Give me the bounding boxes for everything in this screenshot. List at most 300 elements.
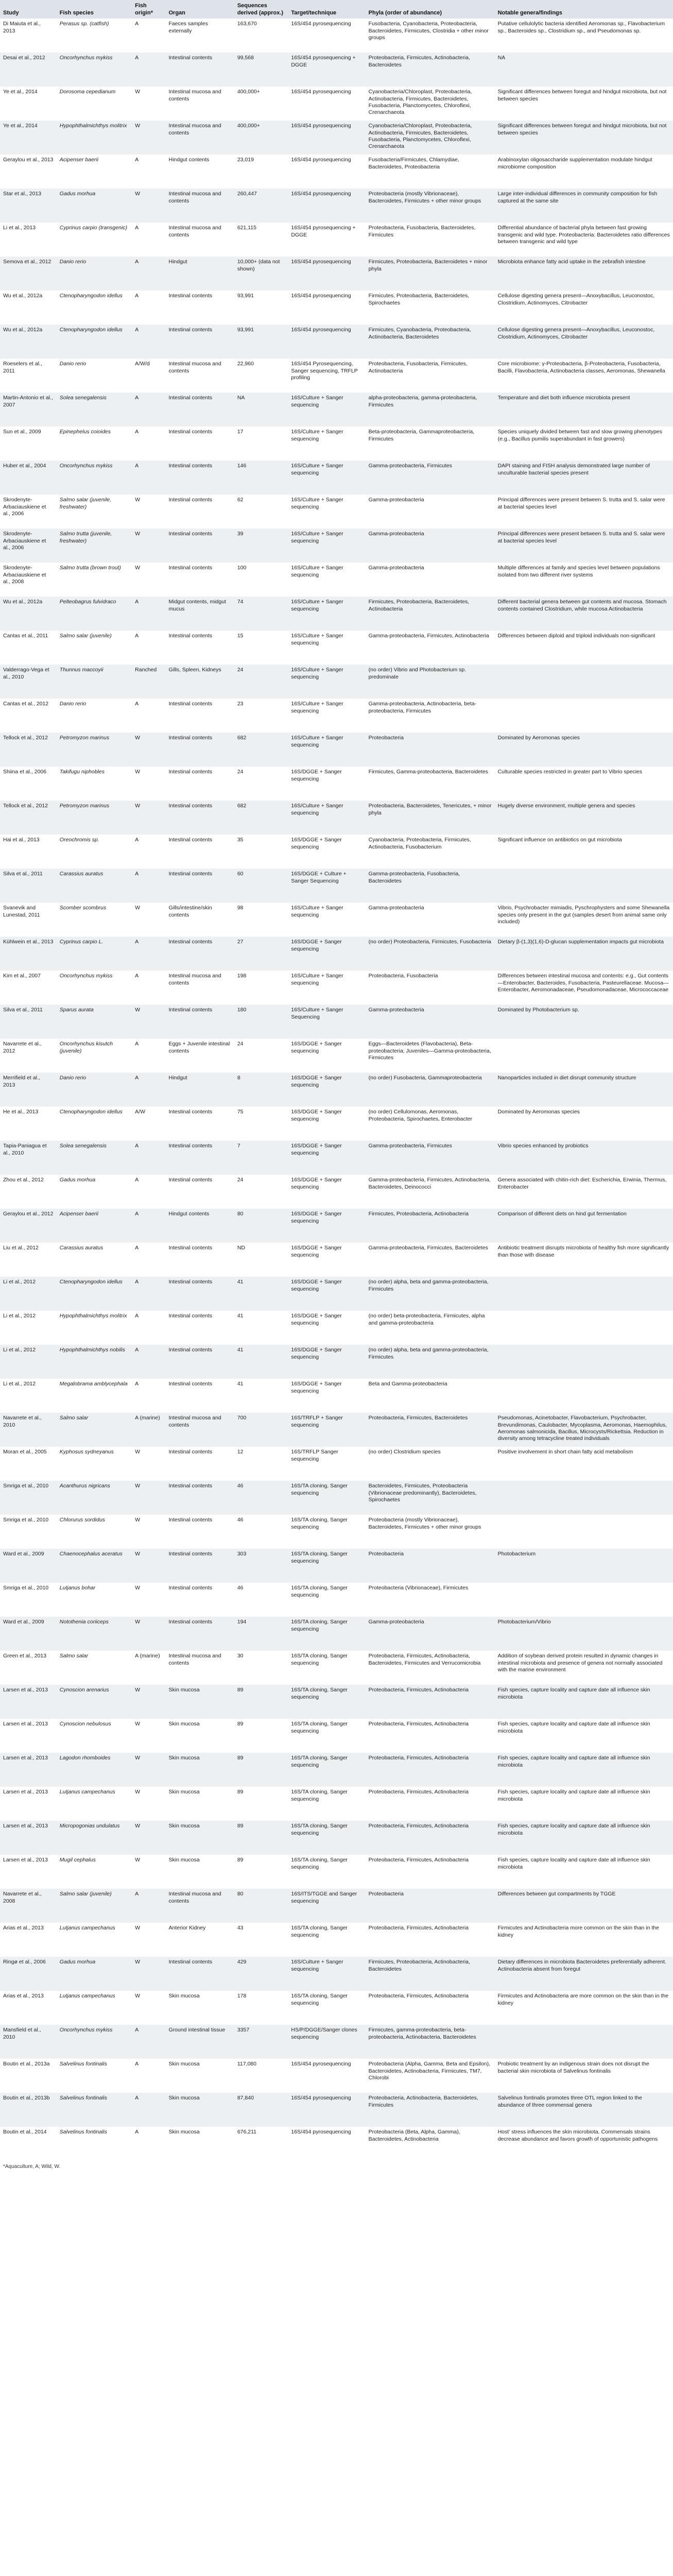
table-row: [0, 121, 673, 155]
technique-cell: 16S/TA cloning, Sanger sequencing: [288, 1787, 365, 1821]
organ-cell: Midgut contents, midgut mucus: [166, 597, 234, 631]
sequences-cell: 41: [234, 1277, 288, 1311]
table-row: [0, 1889, 673, 1923]
findings-cell: Fish species, capture locality and capture date all influence skin microbiota: [495, 1685, 673, 1719]
findings-cell: [495, 1345, 673, 1379]
phyla-cell: Proteobacteria, Firmicutes, Actinobacteria, Bacteroidetes: [366, 53, 495, 87]
origin-cell: W: [132, 1957, 165, 1991]
sequences-cell: 87,840: [234, 2093, 288, 2127]
organ-cell: Intestinal contents: [166, 495, 234, 529]
phyla-cell: (no order) Fusobacteria, Gammaproteobacteria: [366, 1073, 495, 1107]
technique-cell: 16S/DGGE + Sanger sequencing: [288, 835, 365, 869]
study-cell: Arias et al., 2013: [0, 1923, 57, 1957]
technique-cell: 16S/Culture + Sanger sequencing: [288, 665, 365, 699]
species-cell: Cynoscion nebulosus: [57, 1719, 132, 1753]
sequences-cell: 98: [234, 903, 288, 937]
sequences-cell: 12: [234, 1447, 288, 1481]
findings-cell: Differences between diploid and triploid individuals non-significant: [495, 631, 673, 665]
table-row: [0, 359, 673, 393]
technique-cell: 16S/DGGE + Sanger sequencing: [288, 1107, 365, 1141]
findings-cell: Addition of soybean derived protein resulted in dynamic changes in intestinal microbiota and presence of genera not normally associated with the marine environment: [495, 1651, 673, 1685]
study-cell: Silva et al., 2011: [0, 869, 57, 903]
technique-cell: 16S/TA cloning, Sanger sequencing: [288, 1617, 365, 1651]
phyla-cell: Gamma-proteobacteria: [366, 495, 495, 529]
organ-cell: Hindgut: [166, 1073, 234, 1107]
sequences-cell: 8: [234, 1073, 288, 1107]
table-row: [0, 1719, 673, 1753]
sequences-cell: 89: [234, 1821, 288, 1855]
study-cell: Mansfield et al., 2010: [0, 2025, 57, 2059]
species-cell: Thunnus maccoyii: [57, 665, 132, 699]
table-row: [0, 971, 673, 1005]
organ-cell: Intestinal contents: [166, 1141, 234, 1175]
phyla-cell: Proteobacteria, Firmicutes, Actinobacteria: [366, 1753, 495, 1787]
phyla-cell: Proteobacteria, Firmicutes, Actinobacteria, Bacteroidetes, Firmicutes and Verrucomicrobia: [366, 1651, 495, 1685]
findings-cell: [495, 1379, 673, 1413]
technique-cell: 16S/DGGE + Sanger sequencing: [288, 1039, 365, 1073]
origin-cell: W: [132, 1821, 165, 1855]
findings-cell: Nanoparticles included in diet disrupt community structure: [495, 1073, 673, 1107]
organ-cell: Intestinal mucosa and contents: [166, 359, 234, 393]
phyla-cell: Gamma-proteobacteria: [366, 563, 495, 597]
study-cell: Kühlwein et al., 2013: [0, 937, 57, 971]
table-row: [0, 767, 673, 801]
origin-cell: W: [132, 563, 165, 597]
findings-cell: Vibrio, Psychrobacter mimiadis, Pyschrophysters and some Shewanella species only present in the gut (samples desert from animal same only included): [495, 903, 673, 937]
organ-cell: Eggs + Juvenile intestinal contents: [166, 1039, 234, 1073]
study-cell: Boutin et al., 2013a: [0, 2059, 57, 2093]
technique-cell: 16S/Culture + Sanger sequencing: [288, 733, 365, 767]
origin-cell: A: [132, 1379, 165, 1413]
table-row: [0, 1617, 673, 1651]
species-cell: Hypophthalmichthys molitrix: [57, 1311, 132, 1345]
study-cell: Green et al., 2013: [0, 1651, 57, 1685]
origin-cell: A (marine): [132, 1413, 165, 1447]
phyla-cell: Gamma-proteobacteria: [366, 529, 495, 563]
findings-cell: Pseudomonas, Acinetobacter, Flavobacterium, Psychrobacter, Brevundimonas, Caulobacter, Mycoplasma, Aeromonas, Haemophilus, Aeromonas salmonicida, Bacillus, Microcysts/Rickettsia. Reduction in diversity among tetracycline treated individuals: [495, 1413, 673, 1447]
study-cell: Valderrago-Vega et al., 2010: [0, 665, 57, 699]
sequences-cell: 194: [234, 1617, 288, 1651]
species-cell: Lutjanus bohar: [57, 1583, 132, 1617]
study-cell: Arias et al., 2013: [0, 1991, 57, 2025]
findings-cell: Cellulose digesting genera present—Anoxybacillus, Leuconostoc, Clostridium, Actinomyces, Citrobacter: [495, 291, 673, 325]
organ-cell: Gills/intestine/skin contents: [166, 903, 234, 937]
technique-cell: 16S/TA cloning, Sanger sequencing: [288, 1821, 365, 1855]
phyla-cell: Firmicutes, Cyanobacteria, Proteobacteria, Actinobacteria, Bacteroidetes: [366, 325, 495, 359]
study-cell: Hai et al., 2013: [0, 835, 57, 869]
organ-cell: Skin mucosa: [166, 1855, 234, 1889]
sequences-cell: 146: [234, 461, 288, 495]
study-cell: Svanevik and Lunestad, 2011: [0, 903, 57, 937]
table-row: [0, 257, 673, 291]
species-cell: Oncorhynchus mykiss: [57, 2025, 132, 2059]
table-row: [0, 495, 673, 529]
table-row: [0, 1141, 673, 1175]
technique-cell: 16S/TA cloning, Sanger sequencing: [288, 1651, 365, 1685]
organ-cell: Intestinal contents: [166, 733, 234, 767]
organ-cell: Intestinal contents: [166, 1107, 234, 1141]
species-cell: Cyprinus carpio (transgenic): [57, 223, 132, 257]
origin-cell: A: [132, 1209, 165, 1243]
table-row: [0, 53, 673, 87]
species-cell: Gadus morhua: [57, 1957, 132, 1991]
origin-cell: W: [132, 1923, 165, 1957]
findings-cell: Photobacterium: [495, 1549, 673, 1583]
findings-cell: Genera associated with chitin-rich diet: Escherichia, Erwinia, Thermus, Enterobacter: [495, 1175, 673, 1209]
origin-cell: W: [132, 1753, 165, 1787]
technique-cell: 16S/454 pyrosequencing: [288, 155, 365, 189]
origin-cell: W: [132, 1583, 165, 1617]
species-cell: Oncorhynchus mykiss: [57, 53, 132, 87]
phyla-cell: Proteobacteria: [366, 1889, 495, 1923]
phyla-cell: Proteobacteria, Fusobacteria, Bacteroidetes, Firmicutes: [366, 223, 495, 257]
species-cell: Ctenopharyngodon idellus: [57, 291, 132, 325]
findings-cell: Microbiota enhance fatty acid uptake in the zebrafish intestine: [495, 257, 673, 291]
findings-cell: Dominated by Aeromonas species: [495, 1107, 673, 1141]
organ-cell: Skin mucosa: [166, 1685, 234, 1719]
column-header: Notable genera/findings: [495, 0, 673, 19]
phyla-cell: Proteobacteria (Alpha, Gamma, Beta and Epsilon), Bacteroidetes, Actinobacteria, Firmicutes, TM7, Chlorobi: [366, 2059, 495, 2093]
origin-cell: A: [132, 937, 165, 971]
findings-cell: [495, 1583, 673, 1617]
species-cell: Salmo salar (juvenile): [57, 631, 132, 665]
sequences-cell: 15: [234, 631, 288, 665]
species-cell: Mugil cephalus: [57, 1855, 132, 1889]
findings-cell: Core microbiome: γ-Proteobacteria, β-Proteobacteria, Fusobacteria, Bacilli, Flavobacteria, Actinobacteria classes, Aeromonas, Shewanella: [495, 359, 673, 393]
phyla-cell: Proteobacteria, Firmicutes, Actinobacteria: [366, 1991, 495, 2025]
table-row: [0, 1583, 673, 1617]
findings-cell: Significant differences between foregut and hindgut microbiota, but not between species: [495, 121, 673, 155]
phyla-cell: Proteobacteria, Firmicutes, Actinobacteria: [366, 1787, 495, 1821]
study-cell: Navarrete et al., 2010: [0, 1413, 57, 1447]
organ-cell: Intestinal contents: [166, 631, 234, 665]
species-cell: Danio rerio: [57, 1073, 132, 1107]
findings-cell: Multiple differences at family and species level between populations isolated from two different river systems: [495, 563, 673, 597]
technique-cell: 16S/454 pyrosequencing: [288, 189, 365, 223]
technique-cell: 16S/454 pyrosequencing + DGGE: [288, 223, 365, 257]
table-row: [0, 1243, 673, 1277]
organ-cell: Intestinal contents: [166, 1277, 234, 1311]
table-row: [0, 1175, 673, 1209]
organ-cell: Skin mucosa: [166, 1991, 234, 2025]
phyla-cell: Proteobacteria, Fusobacteria: [366, 971, 495, 1005]
study-cell: Merrifield et al., 2013: [0, 1073, 57, 1107]
technique-cell: 16S/Culture + Sanger sequencing: [288, 631, 365, 665]
technique-cell: 16S/454 pyrosequencing: [288, 325, 365, 359]
origin-cell: A: [132, 1889, 165, 1923]
study-cell: Larsen et al., 2013: [0, 1719, 57, 1753]
table-row: [0, 1345, 673, 1379]
phyla-cell: (no order) Cellulomonas, Aeromonas, Proteobacteria, Spirochaetes, Enterobacter: [366, 1107, 495, 1141]
study-cell: Tellock et al., 2012: [0, 733, 57, 767]
phyla-cell: Gamma-proteobacteria, Firmicutes, Actinobacteria: [366, 631, 495, 665]
organ-cell: Intestinal contents: [166, 529, 234, 563]
sequences-cell: 35: [234, 835, 288, 869]
technique-cell: 16S/TA cloning, Sanger sequencing: [288, 1583, 365, 1617]
sequences-cell: 700: [234, 1413, 288, 1447]
species-cell: Danio rerio: [57, 257, 132, 291]
study-cell: Silva et al., 2011: [0, 1005, 57, 1039]
technique-cell: 16S/TA cloning, Sanger sequencing: [288, 1549, 365, 1583]
species-cell: Dorosoma cepedianum: [57, 87, 132, 121]
species-cell: Lutjanus campechanus: [57, 1787, 132, 1821]
findings-cell: Different bacterial genera between gut contents and mucosa. Stomach contents contained Clostridium, while mucosa Actinobacteria: [495, 597, 673, 631]
phyla-cell: Firmicutes, Gamma-proteobacteria, Bacteroidetes: [366, 767, 495, 801]
technique-cell: 16S/Culture + Sanger sequencing: [288, 495, 365, 529]
origin-cell: A: [132, 971, 165, 1005]
origin-cell: A: [132, 257, 165, 291]
organ-cell: Intestinal mucosa and contents: [166, 1889, 234, 1923]
origin-cell: W: [132, 121, 165, 155]
sequences-cell: 10,000+ (data not shown): [234, 257, 288, 291]
sequences-cell: 89: [234, 1719, 288, 1753]
species-cell: Oncorhynchus mykiss: [57, 971, 132, 1005]
organ-cell: Intestinal mucosa and contents: [166, 1413, 234, 1447]
organ-cell: Intestinal mucosa and contents: [166, 1651, 234, 1685]
origin-cell: A: [132, 325, 165, 359]
species-cell: Petromyzon marinus: [57, 733, 132, 767]
table-row: [0, 529, 673, 563]
technique-cell: 16S/Culture + Sanger sequencing: [288, 971, 365, 1005]
findings-cell: Hugely diverse environment, multiple genera and species: [495, 801, 673, 835]
study-cell: Wu et al., 2012a: [0, 325, 57, 359]
study-cell: Sun et al., 2009: [0, 427, 57, 461]
sequences-cell: 23,019: [234, 155, 288, 189]
technique-cell: 16S/DGGE + Culture + Sanger Sequencing: [288, 869, 365, 903]
origin-cell: W: [132, 767, 165, 801]
study-cell: Ringø et al., 2006: [0, 1957, 57, 1991]
origin-cell: W: [132, 1719, 165, 1753]
origin-cell: A: [132, 1039, 165, 1073]
technique-cell: 16S/454 pyrosequencing: [288, 2059, 365, 2093]
sequences-cell: 303: [234, 1549, 288, 1583]
sequences-cell: 100: [234, 563, 288, 597]
organ-cell: Intestinal contents: [166, 1005, 234, 1039]
organ-cell: Intestinal contents: [166, 1447, 234, 1481]
sequences-cell: 41: [234, 1311, 288, 1345]
technique-cell: 16S/DGGE + Sanger sequencing: [288, 937, 365, 971]
study-cell: Semova et al., 2012: [0, 257, 57, 291]
table-body: [0, 19, 673, 2161]
phyla-cell: Proteobacteria: [366, 733, 495, 767]
table-row: [0, 393, 673, 427]
origin-cell: W: [132, 1787, 165, 1821]
organ-cell: Intestinal contents: [166, 563, 234, 597]
technique-cell: 16S/TA cloning, Sanger sequencing: [288, 1753, 365, 1787]
species-cell: Chlorurus sordidus: [57, 1515, 132, 1549]
findings-cell: Fish species, capture locality and capture date all influence skin microbiota: [495, 1753, 673, 1787]
origin-cell: W: [132, 1481, 165, 1515]
header-row: [0, 0, 673, 19]
origin-cell: W: [132, 903, 165, 937]
table-row: [0, 597, 673, 631]
table-row: [0, 869, 673, 903]
species-cell: Salvelinus fontinalis: [57, 2127, 132, 2161]
table-row: [0, 2093, 673, 2127]
study-cell: Navarrete et al., 2012: [0, 1039, 57, 1073]
origin-cell: W: [132, 495, 165, 529]
findings-cell: Differences between intestinal mucosa and contents: e.g., Gut contents—Enterobacter, Bacteroides, Fusobacteria, Pasteurellaceae. Mucosa—Enterobacter, Aeromonadaceae, Pseudomonadaceae, Micrococcaceae: [495, 971, 673, 1005]
species-cell: Salmo salar: [57, 1651, 132, 1685]
findings-cell: Fish species, capture locality and capture date all influence skin microbiota: [495, 1821, 673, 1855]
sequences-cell: 39: [234, 529, 288, 563]
study-cell: Tapia-Paniagua et al., 2010: [0, 1141, 57, 1175]
table-header: [0, 0, 673, 19]
column-header: Fish origin*: [132, 0, 165, 19]
study-cell: Smriga et al., 2010: [0, 1583, 57, 1617]
sequences-cell: 429: [234, 1957, 288, 1991]
study-cell: Roeselers et al., 2011: [0, 359, 57, 393]
species-cell: Cyprinus carpio L.: [57, 937, 132, 971]
organ-cell: Ground intestinal tissue: [166, 2025, 234, 2059]
study-cell: Skrodenyte-Arbaciauskiene et al., 2006: [0, 529, 57, 563]
organ-cell: Intestinal contents: [166, 1617, 234, 1651]
organ-cell: Skin mucosa: [166, 1821, 234, 1855]
species-cell: Carassius auratus: [57, 1243, 132, 1277]
organ-cell: Intestinal contents: [166, 1311, 234, 1345]
origin-cell: A: [132, 1345, 165, 1379]
table-row: [0, 1957, 673, 1991]
organ-cell: Intestinal contents: [166, 1515, 234, 1549]
phyla-cell: (no order) Clostridium species: [366, 1447, 495, 1481]
phyla-cell: Proteobacteria, Firmicutes, Actinobacteria: [366, 1923, 495, 1957]
study-cell: Cantas et al., 2011: [0, 631, 57, 665]
sequences-cell: 46: [234, 1481, 288, 1515]
findings-cell: Antibiotic treatment disrupts microbiota of healthy fish more significantly than those with disease: [495, 1243, 673, 1277]
technique-cell: 16S/Culture + Sanger sequencing: [288, 563, 365, 597]
findings-cell: [495, 1481, 673, 1515]
origin-cell: A: [132, 223, 165, 257]
organ-cell: Anterior Kidney: [166, 1923, 234, 1957]
sequences-cell: 60: [234, 869, 288, 903]
study-cell: Skrodenyte-Arbaciauskiene et al., 2008: [0, 563, 57, 597]
origin-cell: A: [132, 2059, 165, 2093]
technique-cell: 16S/DGGE + Sanger sequencing: [288, 1345, 365, 1379]
origin-cell: A/W: [132, 1107, 165, 1141]
study-cell: Li et al., 2012: [0, 1345, 57, 1379]
table-row: [0, 563, 673, 597]
species-cell: Salmo salar (juvenile): [57, 1889, 132, 1923]
phyla-cell: Cyanobacteria/Chloroplast, Proteobacteria, Actinobacteria, Firmicutes, Bacteroidetes, Fusobacteria, Planctomycetes, Chloroflexi, Crenarchaeota: [366, 121, 495, 155]
sequences-cell: 400,000+: [234, 87, 288, 121]
sequences-cell: 7: [234, 1141, 288, 1175]
phyla-cell: Beta-proteobacteria, Gammaproteobacteria, Firmicutes: [366, 427, 495, 461]
phyla-cell: Bacteroidetes, Firmicutes, Proteobacteria (Vibrionaceae predominantly), Bacteroidetes, Spirochaetes: [366, 1481, 495, 1515]
organ-cell: Gills, Spleen, Kidneys: [166, 665, 234, 699]
species-cell: Danio rerio: [57, 359, 132, 393]
sequences-cell: 27: [234, 937, 288, 971]
organ-cell: Intestinal contents: [166, 835, 234, 869]
organ-cell: Intestinal contents: [166, 427, 234, 461]
findings-cell: NA: [495, 53, 673, 87]
origin-cell: Ranched: [132, 665, 165, 699]
study-cell: Martin-Antonio et al., 2007: [0, 393, 57, 427]
technique-cell: 16S/454 pyrosequencing: [288, 257, 365, 291]
sequences-cell: 89: [234, 1685, 288, 1719]
phyla-cell: Proteobacteria (Vibrionaceae), Firmicutes: [366, 1583, 495, 1617]
sequences-cell: 117,080: [234, 2059, 288, 2093]
technique-cell: 16S/DGGE + Sanger sequencing: [288, 767, 365, 801]
phyla-cell: Proteobacteria, Firmicutes, Bacteroidetes: [366, 1413, 495, 1447]
origin-cell: W: [132, 1617, 165, 1651]
study-cell: Smriga et al., 2010: [0, 1515, 57, 1549]
phyla-cell: Firmicutes, Proteobacteria, Actinobacteria, Bacteroidetes: [366, 1957, 495, 1991]
phyla-cell: Fusobacteria, Cyanobacteria, Proteobacteria, Bacteroidetes, Firmicutes, Clostridia + other minor groups: [366, 19, 495, 53]
technique-cell: 16S/454 pyrosequencing: [288, 2093, 365, 2127]
technique-cell: 16S/DGGE + Sanger sequencing: [288, 1175, 365, 1209]
phyla-cell: Gamma-proteobacteria, Firmicutes, Bacteroidetes: [366, 1243, 495, 1277]
phyla-cell: Proteobacteria, Actinobacteria, Bacteroidetes, Firmicutes: [366, 2093, 495, 2127]
phyla-cell: Gamma-proteobacteria: [366, 1617, 495, 1651]
sequences-cell: 180: [234, 1005, 288, 1039]
species-cell: Carassius auratus: [57, 869, 132, 903]
technique-cell: 16S/DGGE + Sanger sequencing: [288, 1311, 365, 1345]
findings-cell: [495, 665, 673, 699]
study-cell: Smriga et al., 2010: [0, 1481, 57, 1515]
organ-cell: Skin mucosa: [166, 1787, 234, 1821]
phyla-cell: Fusobacteria/Firmicutes, Chlamydiae, Bacteroidetes, Proteobacteria: [366, 155, 495, 189]
phyla-cell: (no order) alpha, beta and gamma-proteobacteria, Firmicutes: [366, 1277, 495, 1311]
species-cell: Takifugu niphobles: [57, 767, 132, 801]
organ-cell: Hindgut: [166, 257, 234, 291]
study-cell: Wu et al., 2012a: [0, 291, 57, 325]
species-cell: Sparus aurata: [57, 1005, 132, 1039]
table-row: [0, 19, 673, 53]
study-cell: Li et al., 2013: [0, 223, 57, 257]
species-cell: Epinephelus coioides: [57, 427, 132, 461]
phyla-cell: Firmicutes, Proteobacteria, Actinobacteria: [366, 1209, 495, 1243]
origin-cell: A: [132, 19, 165, 53]
study-cell: Tellock et al., 2012: [0, 801, 57, 835]
organ-cell: Skin mucosa: [166, 2127, 234, 2161]
technique-cell: 16S/Culture + Sanger sequencing: [288, 529, 365, 563]
technique-cell: 16S/TA cloning, Sanger sequencing: [288, 1991, 365, 2025]
species-cell: Hypophthalmichthys nobilis: [57, 1345, 132, 1379]
sequences-cell: 178: [234, 1991, 288, 2025]
sequences-cell: 22,960: [234, 359, 288, 393]
study-cell: Shiina et al., 2006: [0, 767, 57, 801]
species-cell: Solea senegalensis: [57, 393, 132, 427]
table-row: [0, 903, 673, 937]
technique-cell: 16S/TRFLP Sanger sequencing: [288, 1447, 365, 1481]
technique-cell: 16S/TA cloning, Sanger sequencing: [288, 1923, 365, 1957]
origin-cell: A: [132, 427, 165, 461]
technique-cell: 16S/DGGE + Sanger sequencing: [288, 1209, 365, 1243]
findings-cell: Photobacterium/Vibrio: [495, 1617, 673, 1651]
findings-cell: Differences between gut compartments by TGGE: [495, 1889, 673, 1923]
technique-cell: 16S/Culture + Sanger sequencing: [288, 1957, 365, 1991]
sequences-cell: 24: [234, 1175, 288, 1209]
sequences-cell: 24: [234, 1039, 288, 1073]
technique-cell: 16S/454 pyrosequencing: [288, 291, 365, 325]
species-cell: Cynoscion arenarius: [57, 1685, 132, 1719]
findings-cell: Fish species, capture locality and capture date all influence skin microbiota: [495, 1787, 673, 1821]
technique-cell: 16S/454 pyrosequencing: [288, 2127, 365, 2161]
findings-cell: Dietary β-(1,3)(1,6)-D-glucan supplementation impacts gut microbiota: [495, 937, 673, 971]
sequences-cell: 682: [234, 801, 288, 835]
species-cell: Oreochromis sp.: [57, 835, 132, 869]
study-cell: Ward et al., 2009: [0, 1617, 57, 1651]
table-row: [0, 665, 673, 699]
table-row: [0, 1379, 673, 1413]
study-cell: Ye et al., 2014: [0, 87, 57, 121]
technique-cell: 16S/454 Pyrosequencing, Sanger sequencing, TRFLP profiling: [288, 359, 365, 393]
species-cell: Oncorhynchus kisutch (juvenile): [57, 1039, 132, 1073]
technique-cell: 16S/DGGE + Sanger sequencing: [288, 1379, 365, 1413]
technique-cell: 16S/TRFLP + Sanger sequencing: [288, 1413, 365, 1447]
organ-cell: Intestinal contents: [166, 393, 234, 427]
study-cell: Ward et al., 2009: [0, 1549, 57, 1583]
